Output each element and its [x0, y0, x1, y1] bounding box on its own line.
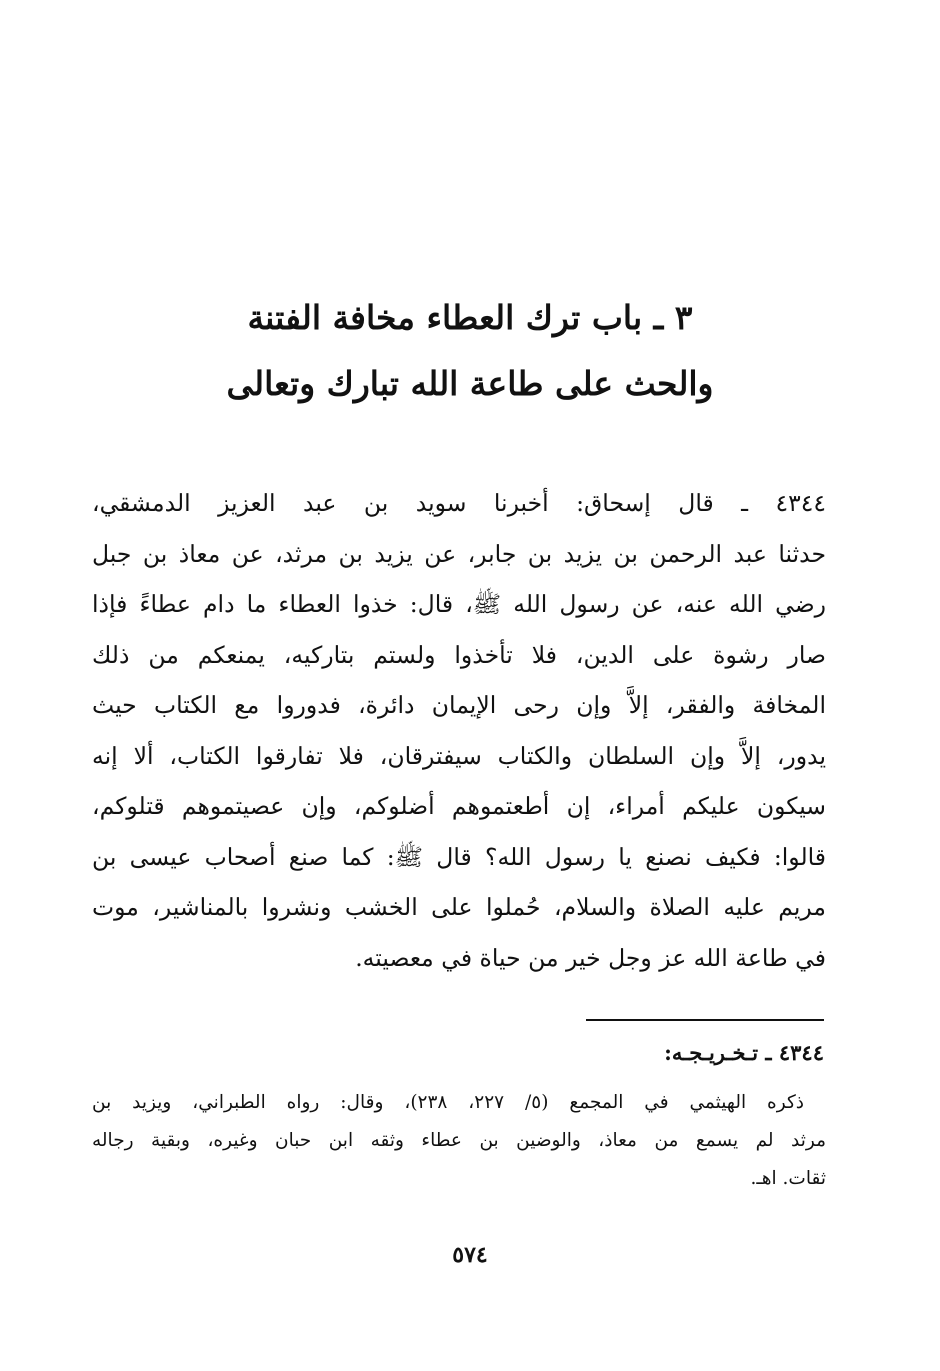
takhrij-heading: ٤٣٤٤ ـ تـخـريـجـه: — [664, 1040, 824, 1065]
hadith-line: في طاعة الله عز وجل خير من حياة في معصيته. — [355, 943, 826, 972]
takhrij-line: ذكره الهيثمي في المجمع (٥/ ٢٢٧، ٢٣٨)، وقال: رواه الطبراني، ويزيد بن — [92, 1092, 804, 1113]
takhrij-line: مرثد لم يسمع من معاذ، والوضين بن عطاء وثقه ابن حبان وغيره، وبقية رجاله — [92, 1130, 826, 1151]
page-number: ٥٧٤ — [452, 1242, 488, 1268]
takhrij-text — [92, 1084, 826, 1198]
footnote-divider — [586, 1019, 824, 1021]
hadith-line: المخافة والفقر، إلاَّ وإن رحى الإيمان دائرة، فدوروا مع الكتاب حيث — [92, 691, 826, 719]
hadith-line: مريم عليه الصلاة والسلام، حُملوا على الخشب ونشروا بالمناشير، موت — [92, 893, 826, 921]
hadith-line: رضي الله عنه، عن رسول الله ﷺ، قال: خذوا العطاء ما دام عطاءً فإذا — [92, 590, 826, 618]
chapter-title-line-1: ٣ ـ باب ترك العطاء مخافة الفتنة — [247, 298, 693, 337]
chapter-title-line-2: والحث على طاعة الله تبارك وتعالى — [226, 364, 714, 403]
hadith-line: يدور، إلاَّ وإن السلطان والكتاب سيفترقان، فلا تفارقوا الكتاب، ألا إنه — [92, 741, 826, 770]
hadith-line: قالوا: فكيف نصنع يا رسول الله؟ قال ﷺ: كما صنع أصحاب عيسى بن — [92, 842, 826, 871]
takhrij-line: ثقات. اهـ. — [750, 1168, 826, 1189]
hadith-line: ٤٣٤٤ ـ قال إسحاق: أخبرنا سويد بن عبد العزيز الدمشقي، — [92, 489, 826, 517]
hadith-line: حدثنا عبد الرحمن بن يزيد بن جابر، عن يزيد بن مرثد، عن معاذ بن جبل — [92, 539, 826, 568]
hadith-text — [92, 478, 826, 983]
chapter-title — [150, 285, 790, 417]
hadith-line: سيكون عليكم أمراء، إن أطعتموهم أضلوكم، وإن عصيتموهم قتلوكم، — [92, 792, 826, 820]
hadith-line: صار رشوة على الدين، فلا تأخذوا ولستم بتاركيه، يمنعكم من ذلك — [92, 640, 826, 669]
